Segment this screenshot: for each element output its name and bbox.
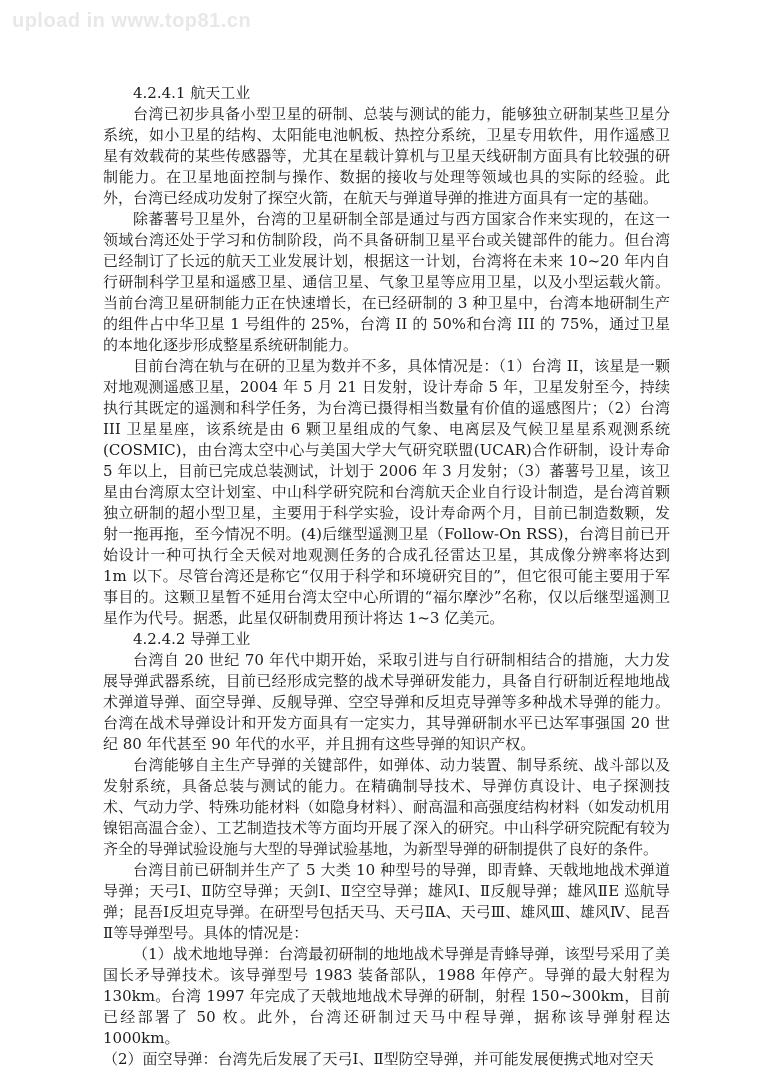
- section-heading-aerospace-industry: 4.2.4.1 航天工业: [133, 84, 251, 102]
- paragraph-missile-components-research: 台湾能够自主生产导弹的关键部件，如弹体、动力装置、制导系统、战斗部以及发射系统，具备总装与测试的能力。在精确制导技术、导弹仿真设计、电子探测技术、气动力学、特殊功能材料（如隐身材料）、耐高温和高强度结构材料（如发动机用镍铝高温合金）、工艺制造技术等方面均开展了深入的研究。中山科学研究院配有较为齐全的导弹试验设施与大型的导弹试验基地，为新型导弹的研制提供了良好的条件。: [103, 756, 670, 858]
- section-heading-missile-industry: 4.2.4.2 导弹工业: [133, 630, 251, 648]
- paragraph-satellite-cooperation-plan: 除蕃薯号卫星外，台湾的卫星研制全部是通过与西方国家合作来实现的，在这一领域台湾还处于学习和仿制阶段，尚不具备研制卫星平台或关键部件的能力。但台湾已经制订了长远的航天工业发展计划，根据这一计划，台湾将在未来 10~20 年内自行研制科学卫星和遥感卫星、通信卫星、气象卫星等应用卫星，以及小型运载火箭。当前台湾卫星研制能力正在快速增长，在已经研制的 3 种卫星中，台湾本地研制生产的组件占中华卫星 1 号组件的 25%，台湾 II 的 50%和台湾 III 的 75%，通过卫星的本地化逐步形成整星系统研制能力。: [103, 210, 670, 354]
- paragraph-missile-types-list: 台湾目前已研制并生产了 5 大类 10 种型号的导弹，即青蜂、天戟地地战术弹道导弹；天弓Ⅰ、Ⅱ防空导弹；天剑Ⅰ、Ⅱ空空导弹；雄风Ⅰ、Ⅱ反舰导弹；雄风ⅡE 巡航导弹；昆吾Ⅰ反坦克导弹。在研型号包括天马、天弓ⅡA、天弓Ⅲ、雄风Ⅲ、雄风Ⅳ、昆吾Ⅱ等导弹型号。具体的情况是：: [103, 861, 670, 942]
- paragraph-current-satellites: 目前台湾在轨与在研的卫星为数并不多，具体情况是：（1）台湾 II，该星是一颗对地观测遥感卫星，2004 年 5 月 21 日发射，设计寿命 5 年，卫星发射至今，持续执行其既定的遥测和科学任务，为台湾已摄得相当数量有价值的遥感图片；（2）台湾 III 卫星星座，该系统是由 6 颗卫星组成的气象、电离层及气候卫星星系观测系统(COSMIC)，由台湾太空中心与美国大学大气研究联盟(UCAR)合作研制，设计寿命 5 年以上，目前已完成总装测试，计划于 2006 年 3 月发射；（3）蕃薯号卫星，该卫星由台湾原太空计划室、中山科学研究院和台湾航天企业自行设计制造，是台湾首颗独立研制的超小型卫星，主要用于科学实验，设计寿命两个月，目前已制造数颗，发射一拖再拖，至今情况不明。(4)后继型遥测卫星（Follow-On RSS)，台湾目前已开始设计一种可执行全天候对地观测任务的合成孔径雷达卫星，其成像分辨率将达到 1m 以下。尽管台湾还是称它“仅用于科学和环境研究目的”，但它很可能主要用于军事目的。这颗卫星暂不延用台湾太空中心所谓的“福尔摩沙”名称，仅以后继型遥测卫星作为代号。据悉，此星仅研制费用预计将达 1~3 亿美元。: [103, 357, 670, 627]
- paragraph-surface-to-surface-missiles: （1）战术地地导弹：台湾最初研制的地地战术导弹是青蜂导弹，该型号采用了美国长矛导弹技术。该导弹型号 1983 装备部队，1988 年停产。导弹的最大射程为 130km。台湾 1997 年完成了天戟地地战术导弹的研制，射程 150~300km，目前已经部署了 50 枚。此外，台湾还研制过天马中程导弹，据称该导弹射程达 1000km。: [103, 945, 670, 1047]
- document-content: [103, 83, 670, 1070]
- paragraph-missile-development-overview: 台湾自 20 世纪 70 年代中期开始，采取引进与自行研制相结合的措施，大力发展导弹武器系统，目前已经形成完整的战术导弹研发能力，具备自行研制近程地地战术弹道导弹、面空导弹、反舰导弹、空空导弹和反坦克导弹等多种战术导弹的能力。台湾在战术导弹设计和开发方面具有一定实力，其导弹研制水平已达军事强国 20 世纪 80 年代甚至 90 年代的水平，并且拥有这些导弹的知识产权。: [103, 651, 670, 753]
- paragraph-aerospace-capabilities: 台湾已初步具备小型卫星的研制、总装与测试的能力，能够独立研制某些卫星分系统，如小卫星的结构、太阳能电池帆板、热控分系统，卫星专用软件，用作遥感卫星有效载荷的某些传感器等，尤其在星载计算机与卫星天线研制方面具有比较强的研制能力。在卫星地面控制与操作、数据的接收与处理等领域也具的实际的经验。此外，台湾已经成功发射了探空火箭，在航天与弹道导弹的推进方面具有一定的基础。: [103, 105, 670, 207]
- watermark-text: upload in www.top81.cn: [12, 10, 252, 32]
- paragraph-surface-to-air-missiles: （2）面空导弹：台湾先后发展了天弓Ⅰ、Ⅱ型防空导弹，并可能发展便携式地对空天: [103, 1050, 654, 1068]
